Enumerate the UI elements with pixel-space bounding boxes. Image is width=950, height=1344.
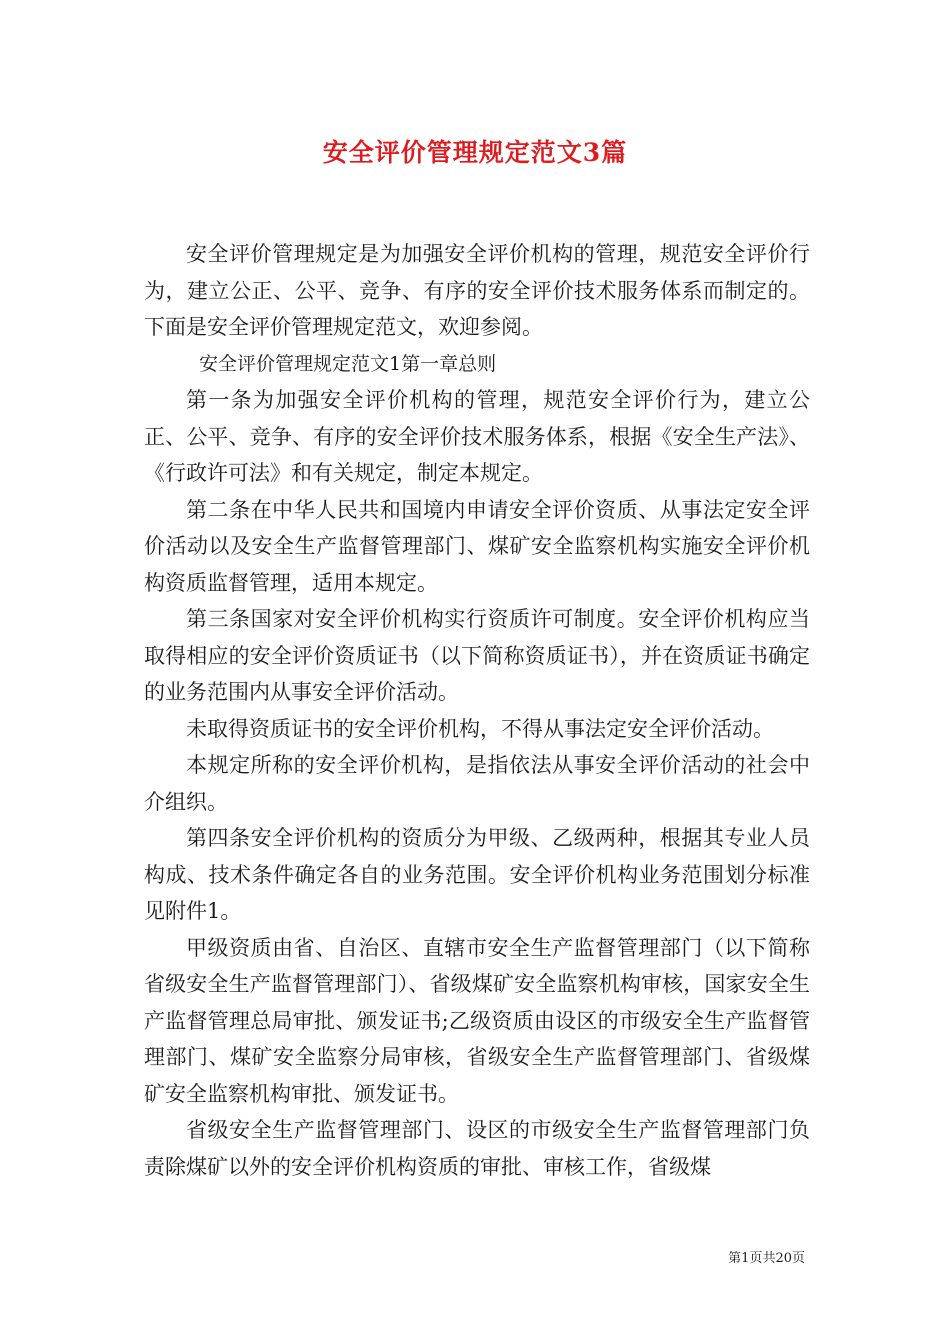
paragraph-article-1: 第一条为加强安全评价机构的管理，规范安全评价行为，建立公正、公平、竞争、有序的安全评价技术服务体系，根据《安全生产法》、《行政许可法》和有关规定，制定本规定。 [144,388,810,485]
section-heading: 安全评价管理规定范文1第一章总则 [199,352,497,375]
paragraph-intro: 安全评价管理规定是为加强安全评价机构的管理，规范安全评价行为，建立公正、公平、竞争、有序的安全评价技术服务体系而制定的。下面是安全评价管理规定范文，欢迎参阅。 [144,242,810,339]
paragraph-grade-a: 甲级资质由省、自治区、直辖市安全生产监督管理部门（以下简称省级安全生产监督管理部门）、省级煤矿安全监察机构审核，国家安全生产监督管理总局审批、颁发证书;乙级资质由设区的市级安全生产监督管理部门、煤矿安全监察分局审核，省级安全生产监督管理部门、省级煤矿安全监察机构审批、颁发证书。 [144,935,810,1106]
page-number: 第1页共20页 [728,1251,805,1266]
paragraph-article-3: 第三条国家对安全评价机构实行资质许可制度。安全评价机构应当取得相应的安全评价资质证书（以下简称资质证书），并在资质证书确定的业务范围内从事安全评价活动。 [144,607,810,704]
document-body [144,236,810,1185]
paragraph-article-2: 第二条在中华人民共和国境内申请安全评价资质、从事法定安全评价活动以及安全生产监督管理部门、煤矿安全监察机构实施安全评价机构资质监督管理，适用本规定。 [144,497,810,595]
document-title: 安全评价管理规定范文3篇 [322,138,628,167]
paragraph-definition: 本规定所称的安全评价机构，是指依法从事安全评价活动的社会中介组织。 [144,753,810,814]
paragraph-article-4: 第四条安全评价机构的资质分为甲级、乙级两种，根据其专业人员构成、技术条件确定各自的业务范围。安全评价机构业务范围划分标准见附件1。 [144,826,810,923]
paragraph-provincial: 省级安全生产监督管理部门、设区的市级安全生产监督管理部门负责除煤矿以外的安全评价机构资质的审批、审核工作，省级煤 [144,1118,810,1179]
paragraph-no-certificate: 未取得资质证书的安全评价机构，不得从事法定安全评价活动。 [186,716,774,741]
